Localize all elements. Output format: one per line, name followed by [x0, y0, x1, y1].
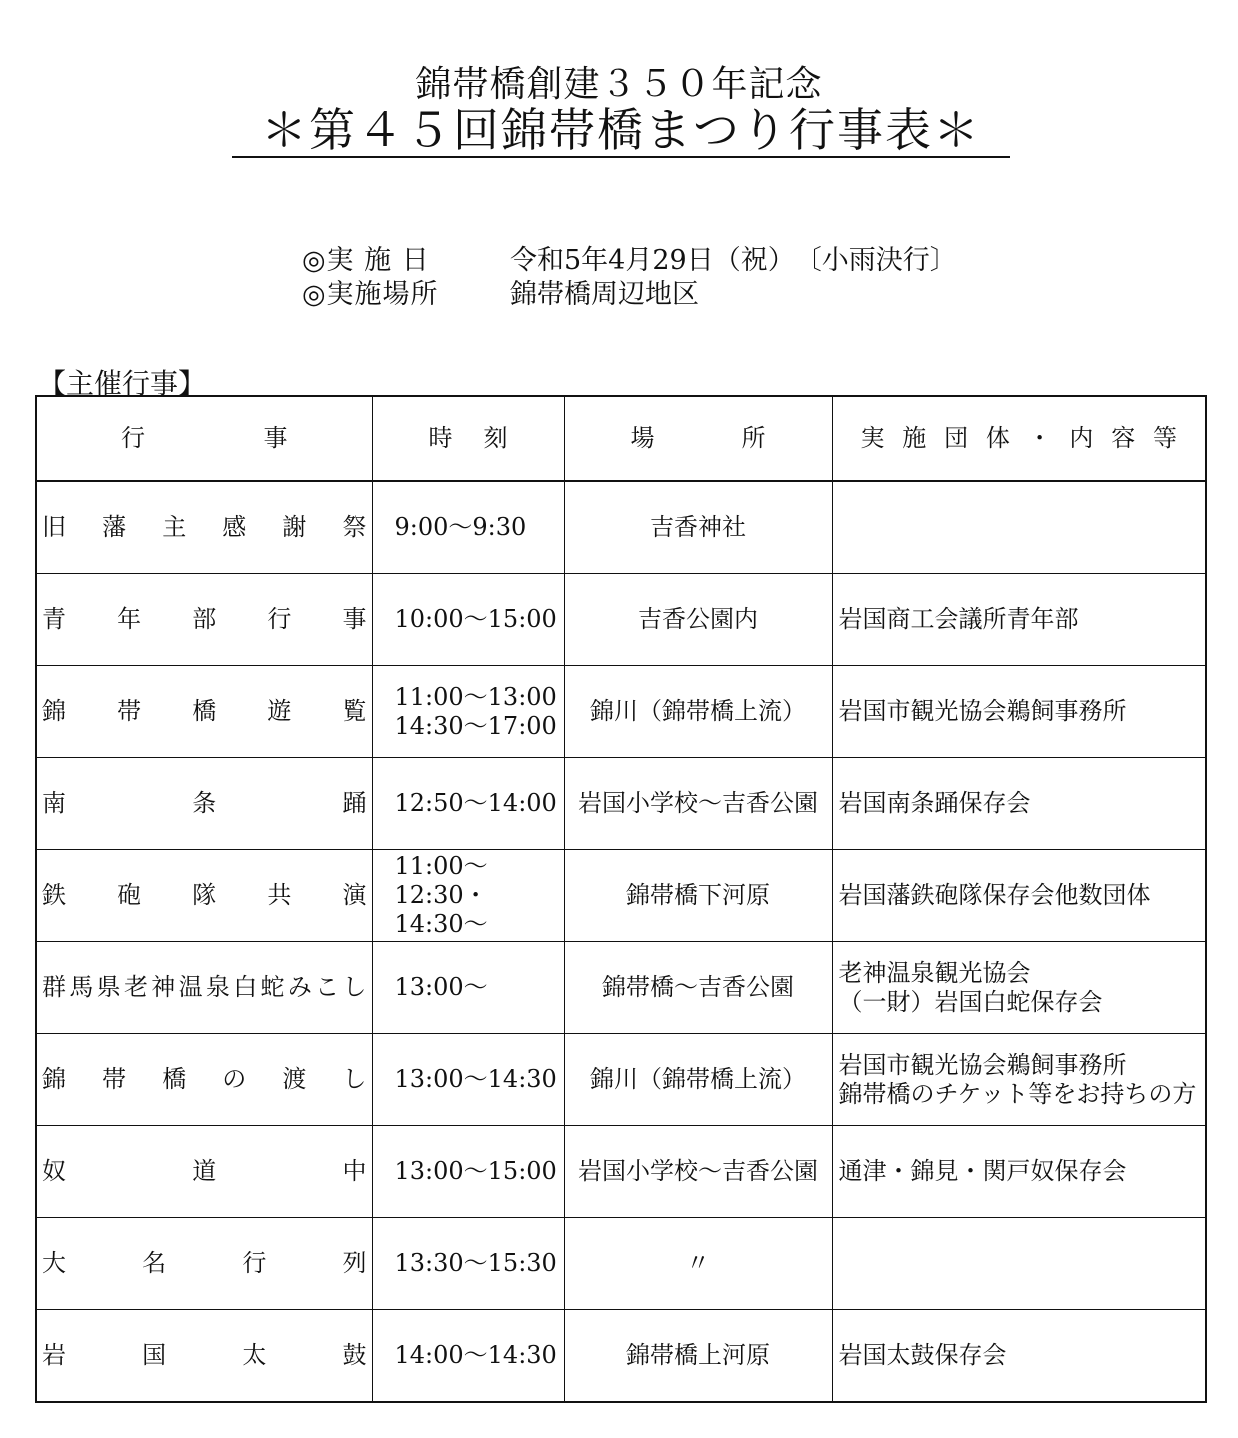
header-time: 時刻: [372, 396, 564, 481]
place-cell: 錦帯橋下河原: [564, 850, 832, 942]
event-cell: 鉄砲隊共演: [36, 850, 372, 942]
place-cell: 岩国小学校～吉香公園: [564, 1126, 832, 1218]
page-title: ＊第４５回錦帯橋まつり行事表＊: [232, 110, 1010, 158]
event-info: [302, 244, 957, 312]
organizer-cell: 岩国藩鉄砲隊保存会他数団体: [832, 850, 1206, 942]
place-cell: 吉香神社: [564, 481, 832, 574]
event-cell: 錦帯橋の渡し: [36, 1034, 372, 1126]
venue-row: [302, 278, 957, 312]
organizer-cell: 通津・錦見・関戸奴保存会: [832, 1126, 1206, 1218]
table-row: [36, 1218, 1206, 1310]
page-subtitle: 錦帯橋創建３５０年記念: [415, 64, 823, 105]
organizer-cell: 岩国太鼓保存会: [832, 1310, 1206, 1403]
organizer-cell: 岩国市観光協会鵜飼事務所: [832, 666, 1206, 758]
table-row: [36, 1310, 1206, 1403]
schedule-table: [35, 395, 1207, 1403]
table-row: [36, 481, 1206, 574]
time-cell: 13:30～15:30: [372, 1218, 564, 1310]
venue-label: ◎実施場所: [302, 279, 439, 310]
header-organizer: 実施団体・内容等: [832, 396, 1206, 481]
table-row: [36, 758, 1206, 850]
event-cell: 大名行列: [36, 1218, 372, 1310]
place-cell: 吉香公園内: [564, 574, 832, 666]
event-cell: 南条踊: [36, 758, 372, 850]
table-row: [36, 942, 1206, 1034]
event-cell: 錦帯橋遊覧: [36, 666, 372, 758]
place-cell: 〃: [564, 1218, 832, 1310]
organizer-cell: 老神温泉観光協会 （一財）岩国白蛇保存会: [832, 942, 1206, 1034]
table-row: [36, 850, 1206, 942]
table-row: [36, 666, 1206, 758]
venue-value: 錦帯橋周辺地区: [510, 279, 699, 310]
time-cell: 10:00～15:00: [372, 574, 564, 666]
event-cell: 奴道中: [36, 1126, 372, 1218]
event-cell: 岩国太鼓: [36, 1310, 372, 1403]
place-cell: 錦帯橋～吉香公園: [564, 942, 832, 1034]
time-cell: 13:00～15:00: [372, 1126, 564, 1218]
place-cell: 錦川（錦帯橋上流）: [564, 1034, 832, 1126]
organizer-cell: 岩国南条踊保存会: [832, 758, 1206, 850]
place-cell: 岩国小学校～吉香公園: [564, 758, 832, 850]
date-value: 令和5年4月29日（祝） 〔小雨決行〕: [510, 245, 957, 276]
time-cell: 9:00～9:30: [372, 481, 564, 574]
table-header-row: [36, 396, 1206, 481]
time-cell: 12:50～14:00: [372, 758, 564, 850]
time-cell: 14:00～14:30: [372, 1310, 564, 1403]
time-cell: 13:00～: [372, 942, 564, 1034]
table-row: [36, 1126, 1206, 1218]
organizer-cell: [832, 1218, 1206, 1310]
place-cell: 錦帯橋上河原: [564, 1310, 832, 1403]
time-cell: 11:00～12:30・ 14:30～: [372, 850, 564, 942]
place-cell: 錦川（錦帯橋上流）: [564, 666, 832, 758]
date-label: ◎実 施 日: [302, 245, 430, 276]
table-row: [36, 574, 1206, 666]
time-cell: 13:00～14:30: [372, 1034, 564, 1126]
event-cell: 旧藩主感謝祭: [36, 481, 372, 574]
date-row: [302, 244, 957, 278]
organizer-cell: 岩国商工会議所青年部: [832, 574, 1206, 666]
section-label: 【主催行事】: [38, 367, 207, 400]
header-event: 行事: [36, 396, 372, 481]
table-row: [36, 1034, 1206, 1126]
time-cell: 11:00～13:00 14:30～17:00: [372, 666, 564, 758]
organizer-cell: [832, 481, 1206, 574]
event-cell: 青年部行事: [36, 574, 372, 666]
header-place: 場所: [564, 396, 832, 481]
organizer-cell: 岩国市観光協会鵜飼事務所 錦帯橋のチケット等をお持ちの方: [832, 1034, 1206, 1126]
event-cell: 群馬県老神温泉白蛇みこし: [36, 942, 372, 1034]
